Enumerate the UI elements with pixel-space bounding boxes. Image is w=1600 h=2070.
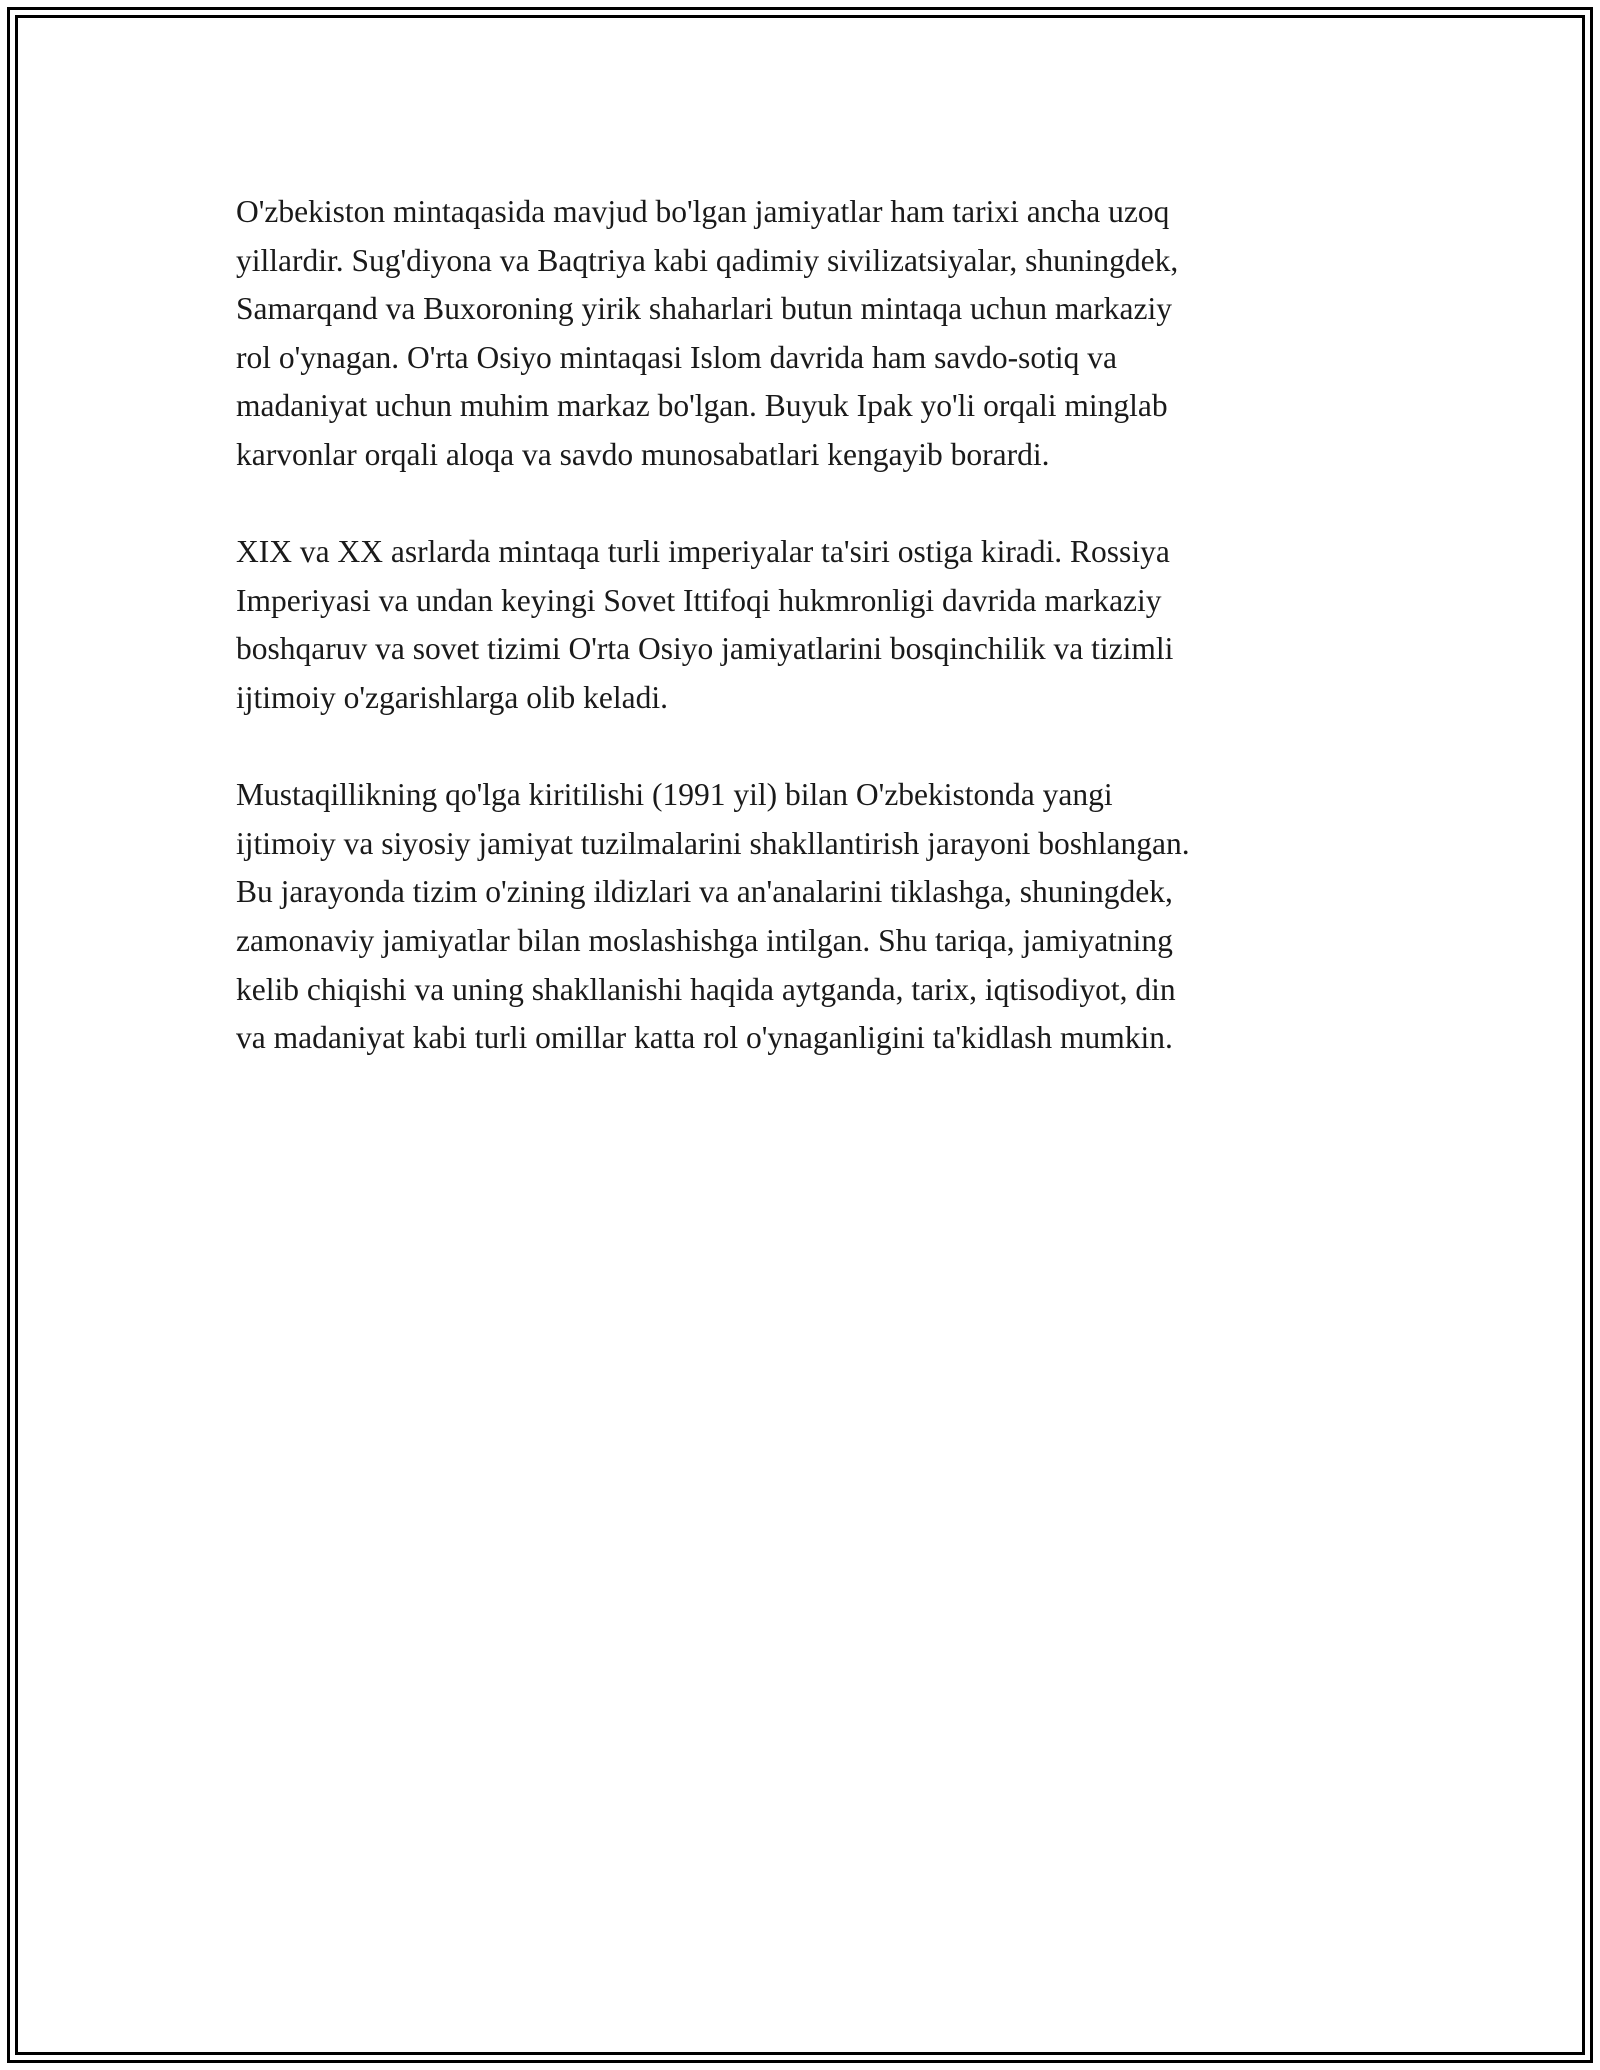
paragraph-2: XIX va XX asrlarda mintaqa turli imperiyalar ta'siri ostiga kiradi. Rossiya Imperiyasi va undan keyingi Sovet Ittifoqi hukmronligi davrida markaziy boshqaruv va sovet tizimi O'rta Osiyo jamiyatlarini bosqinchilik va tizimli ijtimoiy o'zgarishlarga olib keladi. — [236, 534, 1174, 715]
document-body — [236, 188, 1364, 1111]
paragraph-3: Mustaqillikning qo'lga kiritilishi (1991 yil) bilan O'zbekistonda yangi ijtimoiy va siyosiy jamiyat tuzilmalarini shakllantirish jarayoni boshlangan. Bu jarayonda tizim o'zining ildizlari va an'analarini tiklashga, shuningdek, zamonaviy jamiyatlar bilan moslashishga intilgan. Shu tariqa, jamiyatning kelib chiqishi va uning shakllanishi haqida aytganda, tarix, iqtisodiyot, din va madaniyat kabi turli omillar katta rol o'ynaganligini ta'kidlash mumkin. — [236, 777, 1190, 1056]
paragraph-1: O'zbekiston mintaqasida mavjud bo'lgan jamiyatlar ham tarixi ancha uzoq yillardir. Sug'diyona va Baqtriya kabi qadimiy sivilizatsiyalar, shuningdek, Samarqand va Buxoroning yirik shaharlari butun mintaqa uchun markaziy rol o'ynagan. O'rta Osiyo mintaqasi Islom davrida ham savdo-sotiq va madaniyat uchun muhim markaz bo'lgan. Buyuk Ipak yo'li orqali minglab karvonlar orqali aloqa va savdo munosabatlari kengayib borardi. — [236, 194, 1179, 472]
